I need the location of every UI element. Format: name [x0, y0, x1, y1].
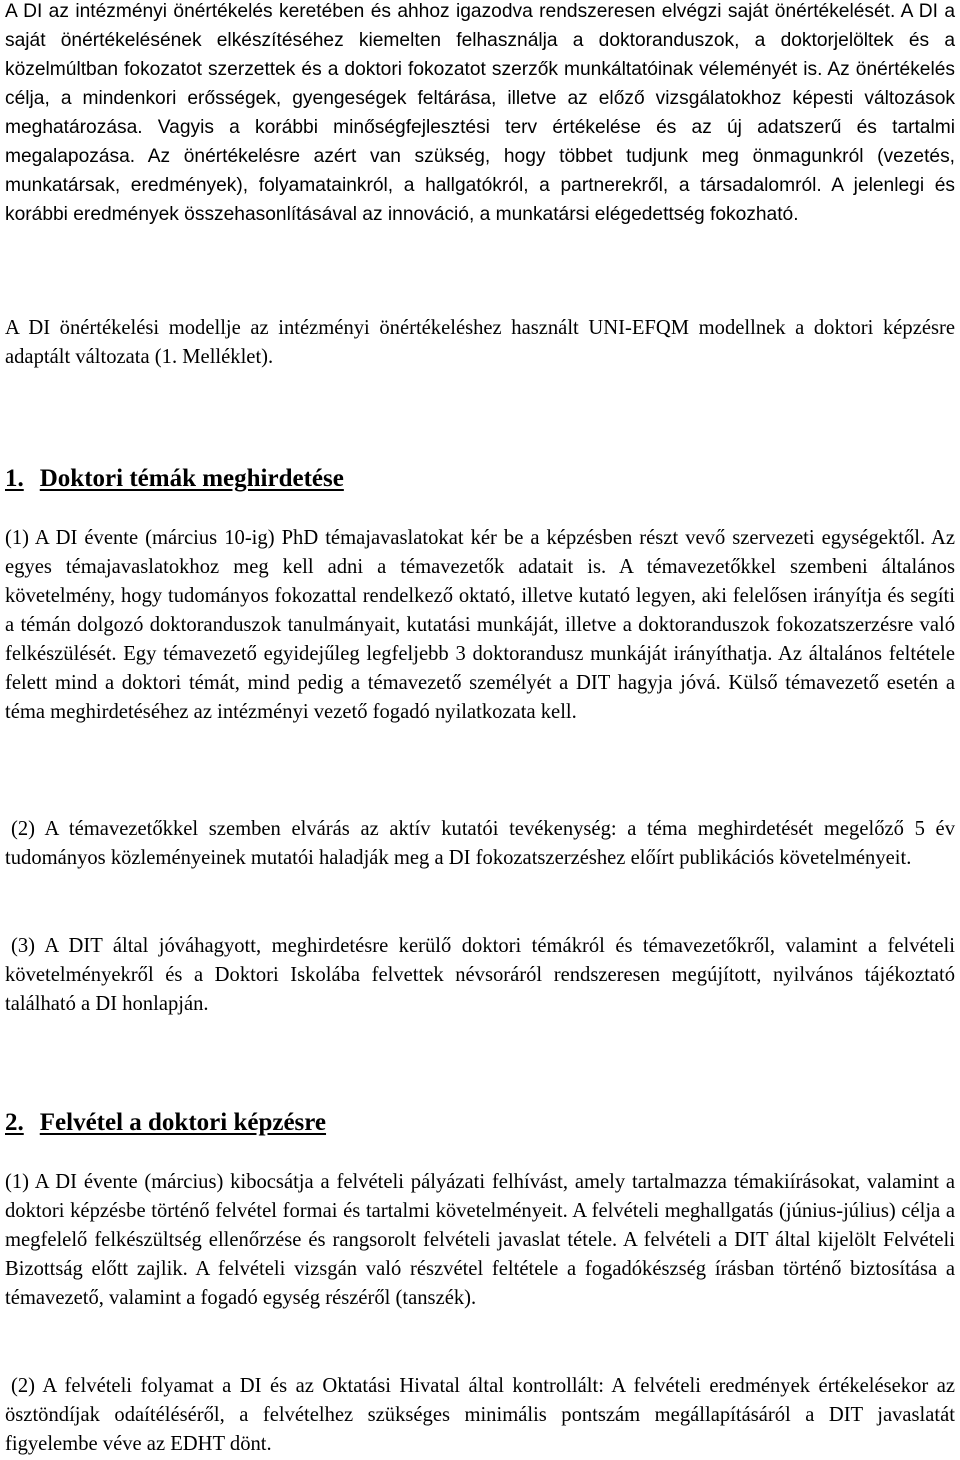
- section-1-title: Doktori témák meghirdetése: [39, 465, 344, 492]
- section-2-paragraph-2: (2) A felvételi folyamat a DI és az Oktatási Hivatal által kontrollált: A felvételi eredmények értékelésekor az ösztöndíjak odaítéléséről, a felvételhez szükséges minimális pontszám megállapításáról a DIT javaslatát figyelembe véve az EDHT dönt.: [5, 1375, 955, 1455]
- section-2-number: 2.: [5, 1109, 24, 1136]
- section-1-paragraph-1: (1) A DI évente (március 10-ig) PhD témajavaslatokat kér be a képzésben részt vevő szervezeti egységektől. Az egyes témajavaslatokhoz meg kell adni a témavezetők adatait is. A témavezetőkkel szembeni általános követelmény, hogy tudományos fokozattal rendelkező oktató, illetve kutató legyen, aki felelősen irányítja és segíti a témán dolgozó doktoranduszok tanulmányait, kutatási munkáját, illetve a doktoranduszok fokozatszerzésre való felkészülését. Egy témavezető egyidejűleg legfeljebb 3 doktorandusz munkáját irányíthatja. Az általános feltétele felett mind a doktori témát, mind pedig a témavezető személyét a DIT hagyja jóvá. Külső témavezető esetén a téma meghirdetéséhez az intézményi vezető fogadó nyilatkozata kell.: [5, 527, 955, 723]
- section-1-heading: [5, 463, 344, 495]
- section-2-paragraph-1: (1) A DI évente (március) kibocsátja a felvételi pályázati felhívást, amely tartalmazza témakiírásokat, valamint a doktori képzésbe történő felvétel formai és tartalmi követelményeit. A felvételi meghallgatás (június-július) célja a megfelelő felkészültség ellenőrzése és rangsorolt felvételi javaslat tétele. A felvételi a DIT által kijelölt Felvételi Bizottság előtt zajlik. A felvételi vizsgán való részvétel feltétele a fogadókészség írásban történő biztosítása a témavezető, valamint a fogadó egység részéről (tanszék).: [5, 1171, 955, 1309]
- intro-paragraph-1: A DI az intézményi önértékelés keretében és ahhoz igazodva rendszeresen elvégzi saját önértékelését. A DI a saját önértékelésének elkészítéséhez kiemelten felhasználja a doktoranduszok, a doktorjelöltek és a közelmúltban fokozatot szerzettek és a doktori fokozatot szerzők munkáltatóinak véleményét is. Az önértékelés célja, a mindenkori erősségek, gyengeségek feltárása, illetve az előző vizsgálatokhoz képesti változások meghatározása. Vagyis a korábbi minőségfejlesztési terv értékelése és az új adatszerű és tartalmi megalapozása. Az önértékelésre azért van szükség, hogy többet tudjunk meg önmagunkról (vezetés, munkatársak, eredmények), folyamatainkról, a hallgatókról, a partnerekről, a társadalomról. A jelenlegi és korábbi eredmények összehasonlításával az innováció, a munkatársi elégedettség fokozható.: [5, 1, 955, 225]
- intro-paragraph-2: A DI önértékelési modellje az intézményi önértékeléshez használt UNI-EFQM modellnek a doktori képzésre adaptált változata (1. Melléklet).: [5, 317, 955, 368]
- section-1-paragraph-2: (2) A témavezetőkkel szemben elvárás az aktív kutatói tevékenység: a téma meghirdetését megelőző 5 év tudományos közleményeinek mutatói haladják meg a DI fokozatszerzéshez előírt publikációs követelményeit.: [5, 818, 955, 869]
- section-1-number: 1.: [5, 465, 24, 492]
- section-1-paragraph-3: (3) A DIT által jóváhagyott, meghirdetésre kerülő doktori témákról és témavezetőkről, valamint a felvételi követelményekről és a Doktori Iskolába felvettek névsoráról rendszeresen megújított, nyilvános tájékoztató található a DI honlapján.: [5, 935, 955, 1015]
- section-2-title: Felvétel a doktori képzésre: [39, 1109, 327, 1136]
- section-2-heading: [5, 1107, 326, 1139]
